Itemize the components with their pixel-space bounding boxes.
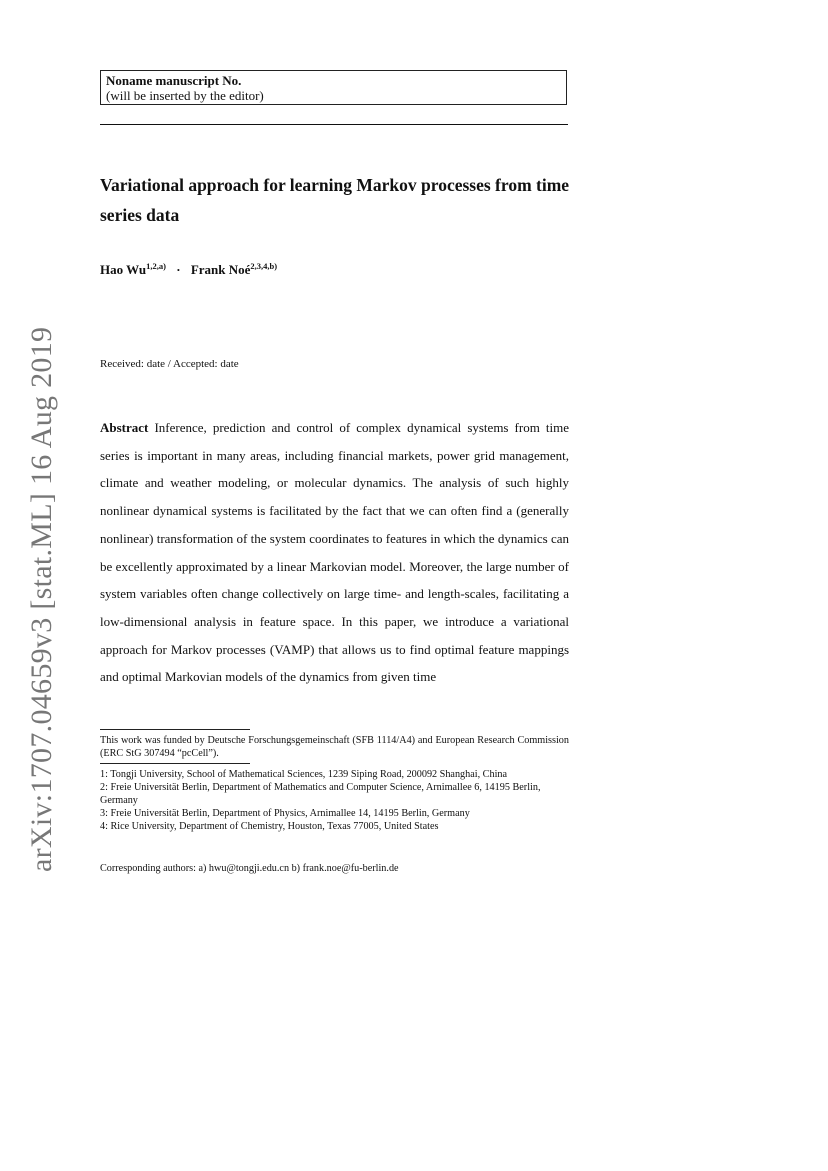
author-separator: · — [176, 262, 181, 277]
abstract-label: Abstract — [100, 420, 149, 435]
manuscript-box — [100, 70, 567, 105]
arxiv-identifier: arXiv:1707.04659v3 [stat.ML] 16 Aug 2019 — [25, 326, 58, 872]
author-name: Hao Wu — [100, 262, 147, 277]
manuscript-editor-note: (will be inserted by the editor) — [106, 88, 264, 103]
affiliation-item: 4: Rice University, Department of Chemistry, Houston, Texas 77005, United States — [100, 821, 439, 832]
author-affiliation: 1,2,a) — [146, 261, 166, 271]
affiliation-list — [100, 768, 569, 833]
paper-title: Variational approach for learning Markov processes from time series data — [100, 175, 570, 225]
affiliation-item: 3: Freie Universität Berlin, Department of Physics, Arnimallee 14, 14195 Berlin, Germany — [100, 808, 470, 819]
footnote-rule — [100, 763, 250, 764]
funding-footnote: This work was funded by Deutsche Forschungsgemeinschaft (SFB 1114/A4) and European Research Commission (ERC StG 307494 “pcCell”). — [100, 735, 569, 759]
affiliation-item: 2: Freie Universität Berlin, Department of Mathematics and Computer Science, Arnimallee 6, 14195 Berlin, Germany — [100, 782, 541, 806]
footnote-rule — [100, 729, 250, 730]
manuscript-number: Noname manuscript No. — [106, 73, 242, 88]
header-rule — [100, 124, 568, 125]
author-affiliation: 2,3,4,b) — [250, 261, 278, 271]
received-date: Received: date / Accepted: date — [100, 358, 239, 370]
author-name: Frank Noé — [190, 262, 251, 277]
author-list — [100, 261, 277, 278]
abstract — [100, 414, 569, 691]
corresponding-authors: Corresponding authors: a) hwu@tongji.edu.cn b) frank.noe@fu-berlin.de — [100, 863, 399, 874]
abstract-text: Inference, prediction and control of complex dynamical systems from time series is important in many areas, including financial markets, power grid management, climate and weather modeling, or molecular dynamics. The analysis of such highly nonlinear dynamical systems is facilitated by the fact that we can often find a (generally nonlinear) transformation of the system coordinates to features in which the dynamics can be excellently approximated by a linear Markovian model. Moreover, the large number of system variables often change collectively on large time- and length-scales, facilitating a low-dimensional analysis in feature space. In this paper, we introduce a variational approach for Markov processes (VAMP) that allows us to find optimal feature mappings and optimal Markovian models of the dynamics from given time — [100, 420, 570, 685]
affiliation-item: 1: Tongji University, School of Mathematical Sciences, 1239 Siping Road, 200092 Shanghai, China — [100, 769, 508, 780]
